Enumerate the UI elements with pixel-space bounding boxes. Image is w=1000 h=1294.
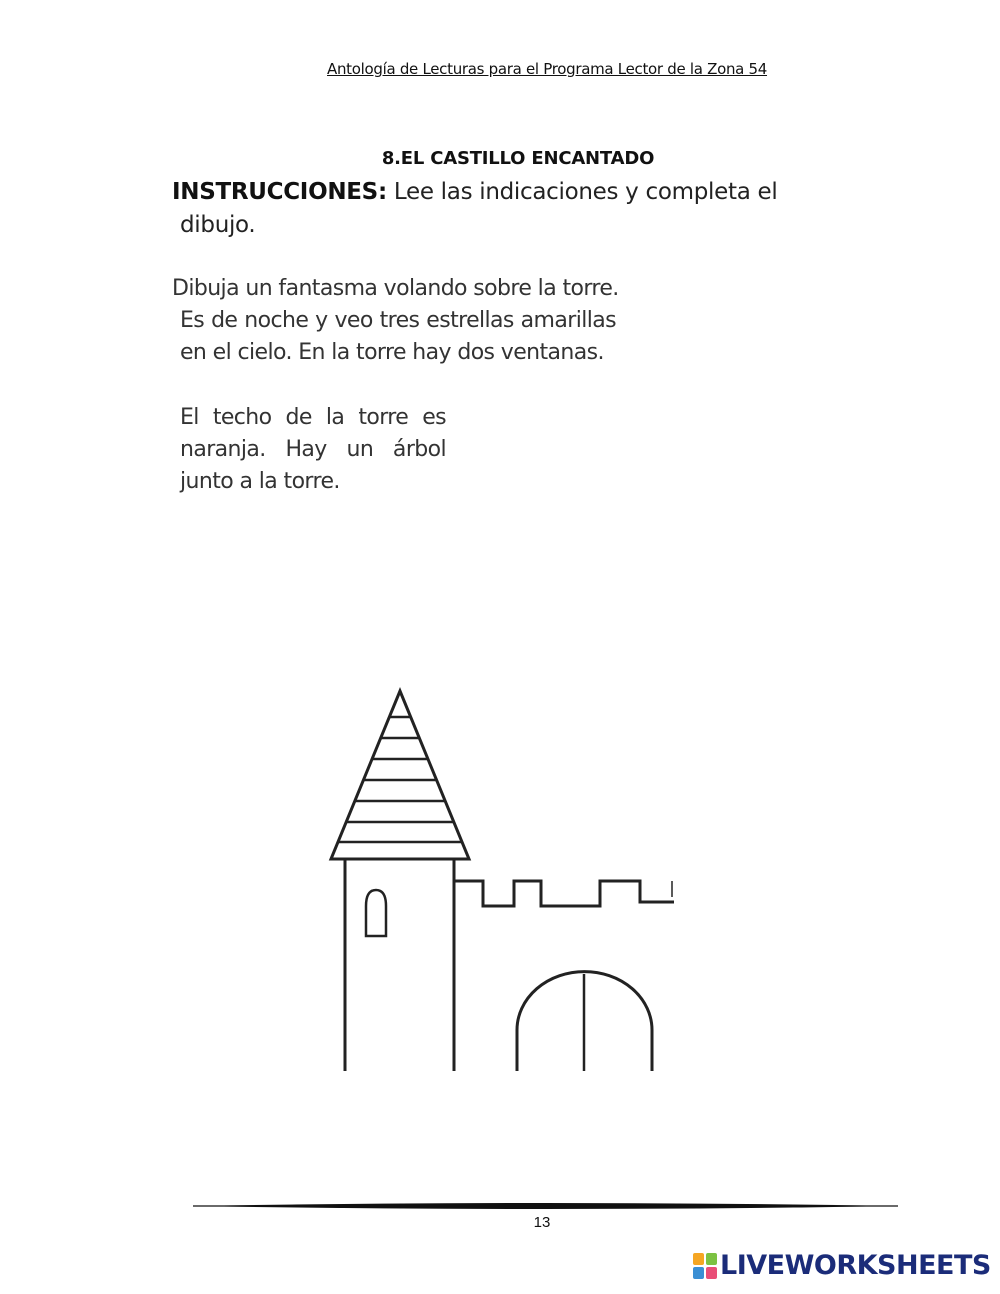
document-header: Antología de Lecturas para el Programa Lector de la Zona 54 <box>327 60 768 78</box>
castle-battlements <box>454 881 674 906</box>
footer-divider <box>193 1199 899 1213</box>
page-title: 8.EL CASTILLO ENCANTADO <box>381 148 655 169</box>
instructions-text: Lee las indicaciones y completa el <box>393 179 778 205</box>
instructions-label: INSTRUCCIONES: <box>172 179 387 205</box>
brand-logo <box>693 1250 991 1281</box>
reading-line-1: Dibuja un fantasma volando sobre la torre. <box>172 276 619 301</box>
tower-window <box>366 890 386 936</box>
roof-stripes <box>338 717 462 842</box>
instructions-text-cont: dibujo. <box>180 212 256 238</box>
reading-paragraph-1: Es de noche y veo tres estrellas amarillas en el cielo. En la torre hay dos ventanas. <box>180 308 616 365</box>
reading-paragraph-2: El techo de la torre es naranja. Hay un árbol junto a la torre. <box>180 405 446 494</box>
page-number: 13 <box>533 1214 551 1231</box>
brand-name: LIVEWORKSHEETS <box>720 1250 991 1281</box>
liveworksheets-logo-icon <box>693 1253 717 1279</box>
